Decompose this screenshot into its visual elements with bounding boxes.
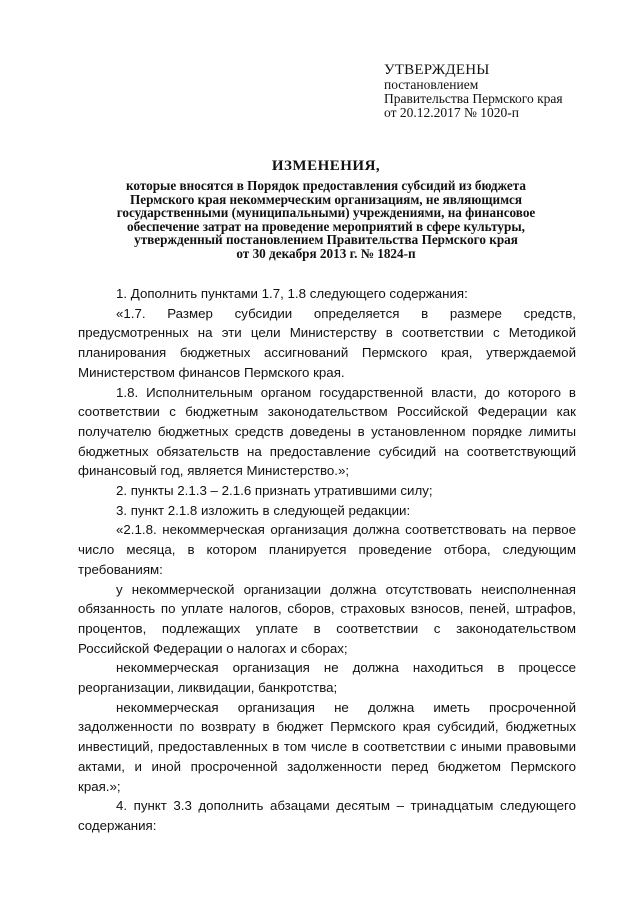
approval-line-decree: постановлением	[384, 77, 479, 92]
approval-line-government: Правительства Пермского края	[384, 91, 563, 106]
title-line: утвержденный постановлением Правительства Пермского края	[134, 232, 518, 248]
paragraph: у некоммерческой организации должна отсутствовать неисполненная обязанность по уплате налогов, сборов, страховых взносов, пеней, штрафов, процентов, подлежащих уплате в соответствии с законодательством Российской Федерации о налогах и сборах;	[78, 581, 576, 656]
paragraph: «1.7. Размер субсидии определяется в размере средств, предусмотренных на эти цели Министерству в соответствии с Методикой планирования бюджетных ассигнований Пермского края, утверждаемой Министерством финансов Пермского края.	[78, 305, 576, 380]
paragraph: 4. пункт 3.3 дополнить абзацами десятым – тринадцатым следующего содержания:	[78, 798, 576, 833]
title-line: которые вносятся в Порядок предоставления субсидий из бюджета	[125, 178, 526, 193]
title-main: ИЗМЕНЕНИЯ,	[271, 158, 381, 174]
title-line: обеспечение затрат на проведение мероприятий в сфере культуры,	[127, 218, 525, 234]
approval-heading: УТВЕРЖДЕНЫ	[384, 62, 490, 78]
title-line: Пермского края некоммерческим организациям, не являющимся	[129, 191, 523, 207]
paragraph: некоммерческая организация не должна находиться в процессе реорганизации, ликвидации, банкротства;	[78, 660, 576, 696]
paragraph: 3. пункт 2.1.8 изложить в следующей редакции:	[116, 502, 411, 518]
document-body	[78, 284, 576, 836]
title-line: государственными (муниципальными) учреждениями, на финансовое	[116, 205, 536, 221]
document-title	[60, 158, 592, 261]
approval-stamp	[384, 62, 624, 120]
paragraph: некоммерческая организация не должна иметь просроченной задолженности по возврату в бюджет Пермского края субсидий, бюджетных инвестиций, предоставленных в том числе в соответствии с иными правовыми актами, и иной просроченной задолженности перед бюджетом Пермского края.»;	[78, 699, 576, 794]
paragraph: «2.1.8. некоммерческая организация должна соответствовать на первое число месяца, в котором планируется проведение отбора, следующим требованиям:	[78, 522, 576, 577]
paragraph: 2. пункты 2.1.3 – 2.1.6 признать утратившими силу;	[116, 483, 433, 499]
title-line: от 30 декабря 2013 г. № 1824-п	[236, 245, 416, 261]
paragraph: 1.8. Исполнительным органом государственной власти, до которого в соответствии с бюджетным законодательством Российской Федерации как получателю бюджетных средств доведены в установленном порядке лимиты бюджетных обязательств на предоставление субсидий на соответствующий финансовый год, является Министерство.»;	[78, 384, 576, 479]
approval-line-date: от 20.12.2017 № 1020-п	[384, 105, 519, 120]
paragraph: 1. Дополнить пунктами 1.7, 1.8 следующего содержания:	[116, 286, 468, 301]
